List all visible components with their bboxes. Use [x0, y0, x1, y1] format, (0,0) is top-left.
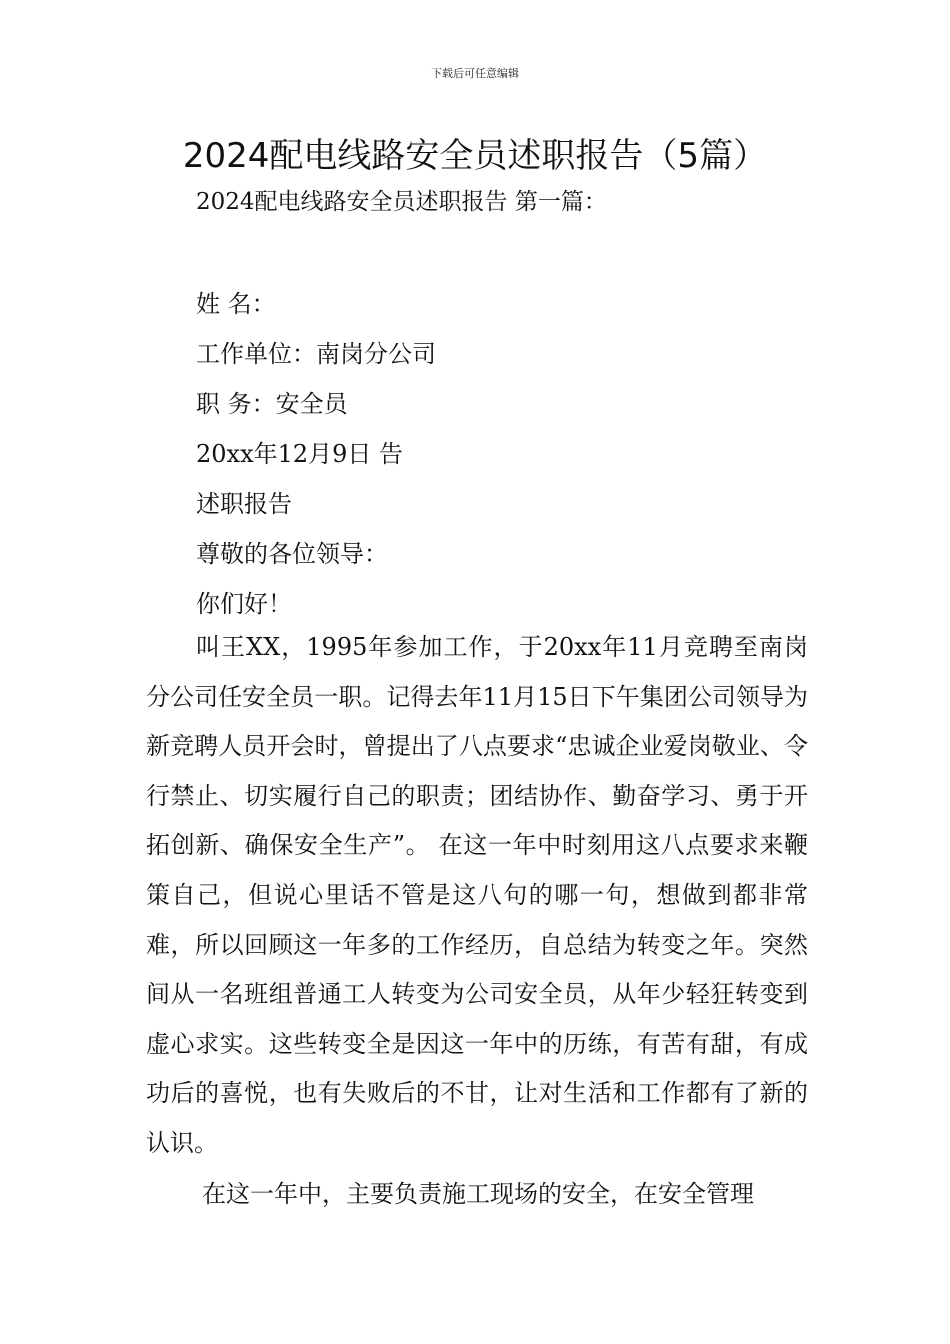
greeting: 尊敬的各位领导： [196, 540, 388, 568]
hello: 你们好！ [196, 590, 292, 618]
header-note: 下载后可任意编辑 [431, 67, 519, 80]
document-title: 2024配电线路安全员述职报告（5篇） [182, 136, 768, 176]
field-date: 20xx年12月9日 告 [196, 440, 404, 468]
field-unit: 工作单位：南岗分公司 [196, 340, 436, 368]
document-subtitle: 2024配电线路安全员述职报告 第一篇： [196, 189, 607, 215]
body-paragraph-2: 在这一年中，主要负责施工现场的安全，在安全管理 [202, 1180, 754, 1208]
field-name: 姓 名： [196, 290, 276, 318]
field-position: 职 务：安全员 [196, 390, 348, 418]
body-paragraph-1: 叫王XX，1995年参加工作，于20xx年11月竞聘至南岗分公司任安全员一职。记得去年11月15日下午集团公司领导为新竞聘人员开会时，曾提出了八点要求“忠诚企业爱岗敬业、令行禁止、切实履行自己的职责；团结协作、勤奋学习、勇于开拓创新、确保安全生产”。 在这一年中时刻用这八点要求来鞭策自己，但说心里话不管是这八句的哪一句，想做到都非常难，所以回顾这一年多的工作经历，自总结为转变之年。突然间从一名班组普通工人转变为公司安全员，从年少轻狂转变到虚心求实。这些转变全是因这一年中的历练，有苦有甜，有成功后的喜悦，也有失败后的不甘，让对生活和工作都有了新的认识。 [146, 633, 808, 1157]
report-heading: 述职报告 [196, 490, 292, 518]
